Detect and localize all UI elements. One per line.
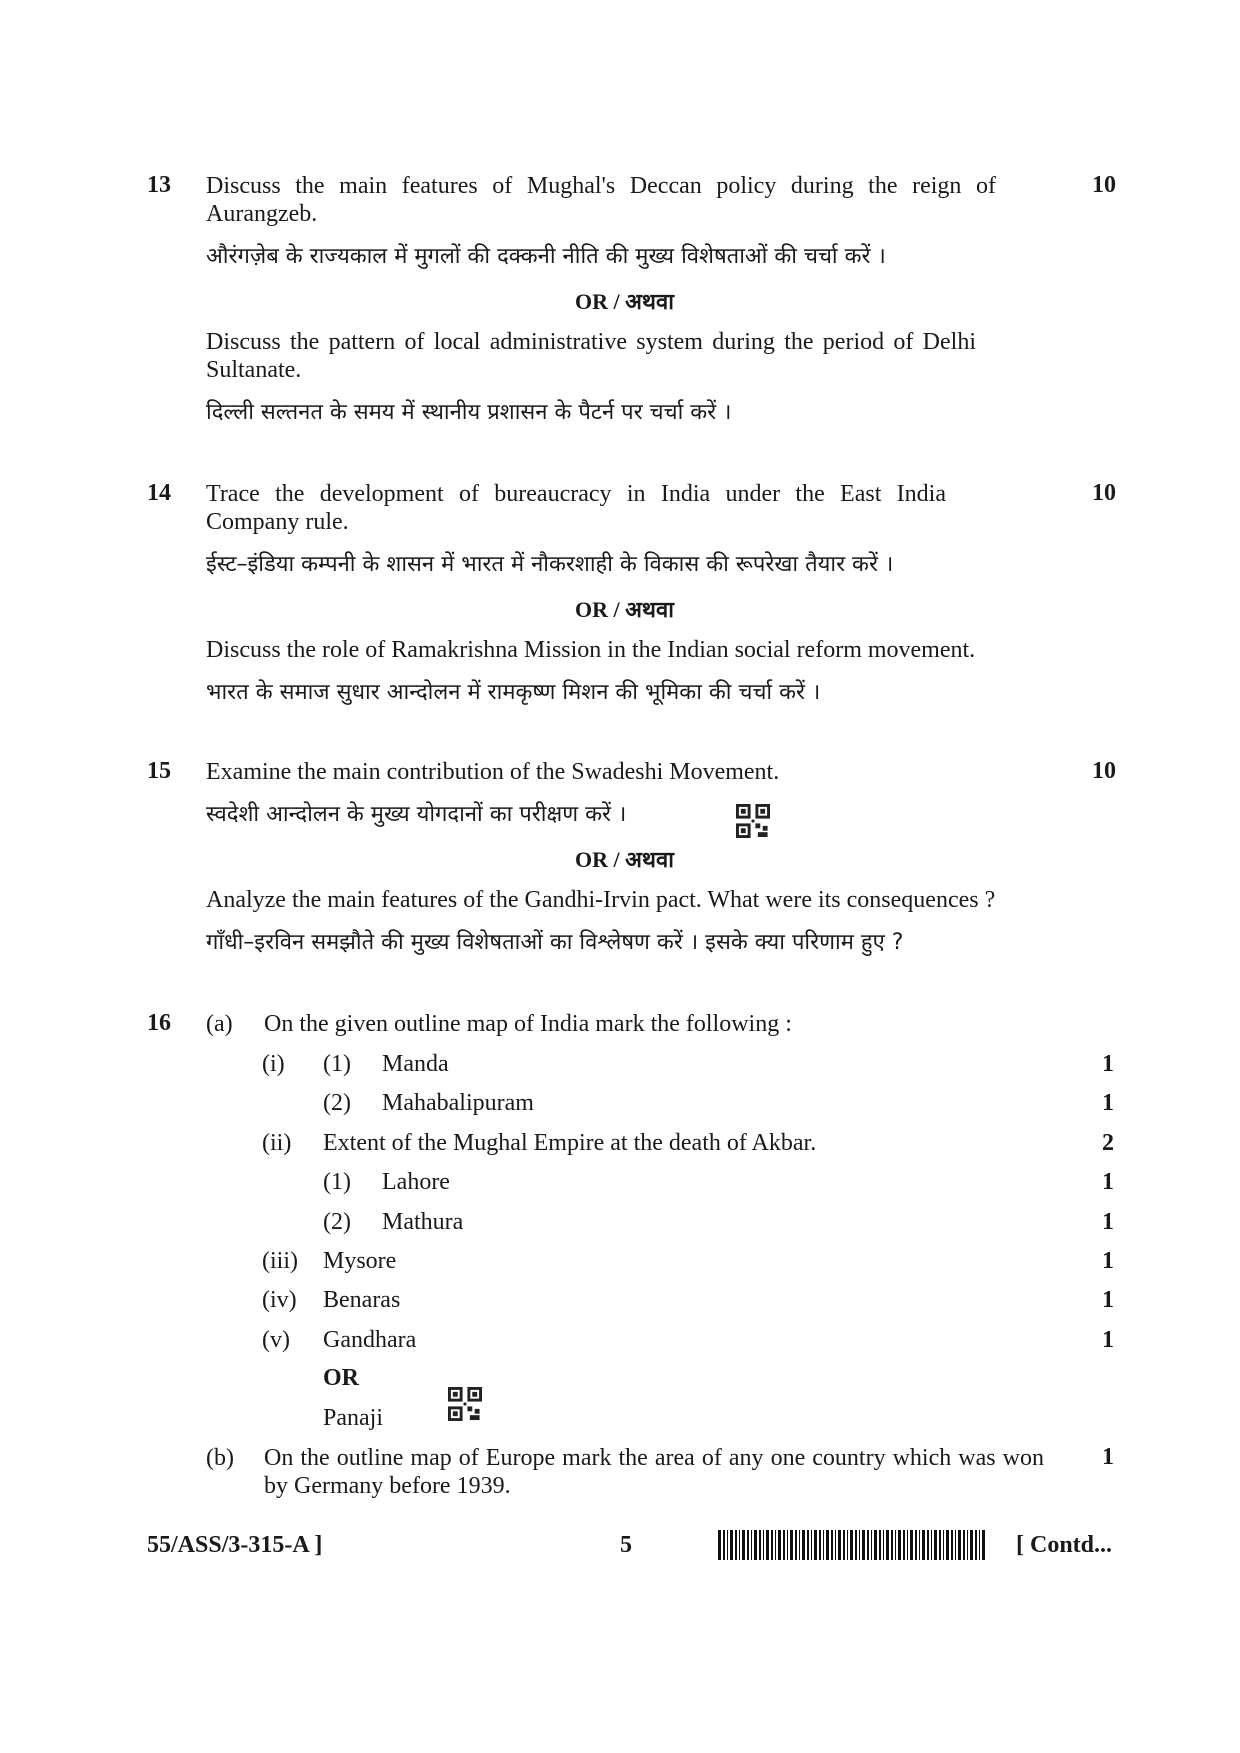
page-number: 5 xyxy=(620,1532,632,1558)
question-14-number: 14 xyxy=(147,480,171,506)
question-15-number: 15 xyxy=(147,758,171,784)
question-16-part-b-text: On the outline map of Europe mark the area of any one country which was won by Germany before 1939. xyxy=(264,1445,1044,1499)
question-15-alt-hindi: गाँधी–इरविन समझौते की मुख्य विशेषताओं का विश्लेषण करें । इसके क्या परिणाम हुए ? xyxy=(206,930,904,955)
item-sub-number: (1) xyxy=(323,1169,351,1195)
question-15-alt-text: Analyze the main features of the Gandhi-Irvin pact. What were its consequences ? xyxy=(206,887,996,913)
item-marks: 2 xyxy=(1102,1130,1114,1156)
item-text: Lahore xyxy=(382,1169,450,1195)
question-13-marks: 10 xyxy=(1092,172,1116,198)
item-marks: 1 xyxy=(1102,1327,1114,1353)
question-16-part-b-label: (b) xyxy=(206,1445,234,1471)
item-text: Gandhara xyxy=(323,1327,417,1353)
item-sub-number: (2) xyxy=(323,1090,351,1116)
question-16-part-b-marks: 1 xyxy=(1102,1444,1114,1470)
paper-code: 55/ASS/3-315-A ] xyxy=(147,1532,323,1558)
item-marks: 1 xyxy=(1102,1287,1114,1313)
item-marks: 1 xyxy=(1102,1090,1114,1116)
item-text: Mysore xyxy=(323,1248,397,1274)
question-13-hindi: औरंगज़ेब के राज्यकाल में मुगलों की दक्कनी नीति की मुख्य विशेषताओं की चर्चा करें । xyxy=(206,244,886,269)
barcode-icon xyxy=(718,1530,988,1560)
question-13-text: Discuss the main features of Mughal's Deccan policy during the reign of Aurangzeb. xyxy=(206,173,996,227)
question-13-alt-hindi: दिल्ली सल्तनत के समय में स्थानीय प्रशासन के पैटर्न पर चर्चा करें । xyxy=(206,400,732,425)
item-sub-number: (2) xyxy=(323,1209,351,1235)
question-14-or-label: OR / अथवा xyxy=(575,597,674,622)
question-13-number: 13 xyxy=(147,172,171,198)
item-text: Extent of the Mughal Empire at the death of Akbar. xyxy=(323,1130,817,1156)
item-roman-numeral: (v) xyxy=(262,1327,290,1353)
item-text: Benaras xyxy=(323,1287,401,1313)
question-16-or-item: Panaji xyxy=(323,1405,383,1431)
question-13-or-label: OR / अथवा xyxy=(575,289,674,314)
question-14-text: Trace the development of bureaucracy in India under the East India Company rule. xyxy=(206,481,946,535)
item-roman-numeral: (iv) xyxy=(262,1287,297,1313)
item-marks: 1 xyxy=(1102,1248,1114,1274)
item-roman-numeral: (iii) xyxy=(262,1248,298,1274)
question-16-number: 16 xyxy=(147,1010,171,1036)
item-text: Mathura xyxy=(382,1209,464,1235)
question-14-marks: 10 xyxy=(1092,480,1116,506)
question-14-hindi: ईस्ट–इंडिया कम्पनी के शासन में भारत में नौकरशाही के विकास की रूपरेखा तैयार करें । xyxy=(206,552,894,577)
question-15-or-label: OR / अथवा xyxy=(575,847,674,872)
item-text: Mahabalipuram xyxy=(382,1090,534,1116)
item-text: Manda xyxy=(382,1051,449,1077)
qr-code-icon xyxy=(448,1387,482,1421)
question-15-marks: 10 xyxy=(1092,758,1116,784)
item-roman-numeral: (i) xyxy=(262,1051,285,1077)
qr-code-icon xyxy=(736,804,770,838)
question-15-text: Examine the main contribution of the Swadeshi Movement. xyxy=(206,759,780,785)
continued-label: [ Contd... xyxy=(1016,1532,1113,1558)
question-16-or-word: OR xyxy=(323,1365,359,1391)
item-marks: 1 xyxy=(1102,1209,1114,1235)
question-16-part-a-label: (a) xyxy=(206,1011,233,1037)
item-marks: 1 xyxy=(1102,1051,1114,1077)
question-16-part-a-text: On the given outline map of India mark the following : xyxy=(264,1011,792,1037)
question-15-hindi: स्वदेशी आन्दोलन के मुख्य योगदानों का परीक्षण करें । xyxy=(206,802,627,827)
item-marks: 1 xyxy=(1102,1169,1114,1195)
question-13-alt-text: Discuss the pattern of local administrative system during the period of Delhi Sultanate. xyxy=(206,329,976,383)
item-sub-number: (1) xyxy=(323,1051,351,1077)
question-14-alt-text: Discuss the role of Ramakrishna Mission in the Indian social reform movement. xyxy=(206,637,976,663)
item-roman-numeral: (ii) xyxy=(262,1130,292,1156)
question-14-alt-hindi: भारत के समाज सुधार आन्दोलन में रामकृष्ण मिशन की भूमिका की चर्चा करें । xyxy=(206,680,821,705)
